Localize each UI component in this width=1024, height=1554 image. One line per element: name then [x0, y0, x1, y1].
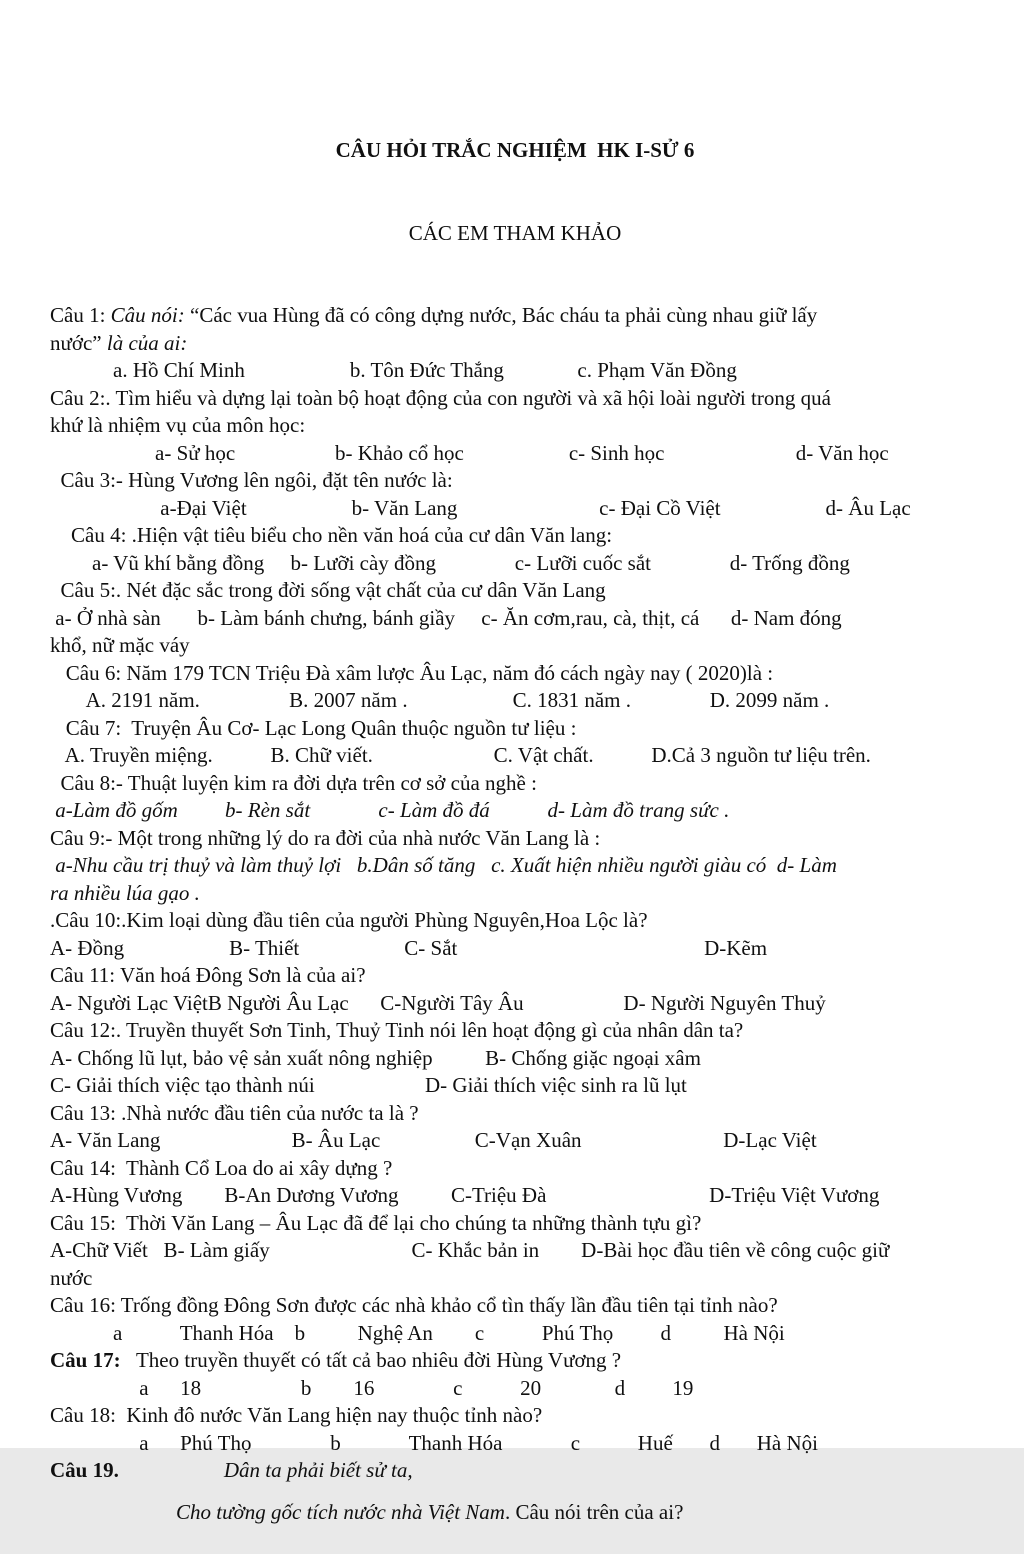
q9-options-1-segment: a-Nhu cầu trị thuỷ và làm thuỷ lợi b.Dân số tăng c. Xuất hiện nhiều người giàu có d- Làm	[50, 853, 837, 877]
q9-text	[50, 825, 980, 853]
document-body	[50, 302, 980, 1526]
q9-text-segment: Câu 9:- Một trong những lý do ra đời của nhà nước Văn Lang là :	[50, 825, 601, 850]
q2-options-segment: a- Sử học b- Khảo cổ học c- Sinh học d- Văn học	[50, 440, 889, 465]
q2-text-2	[50, 412, 980, 440]
q1-text-1	[50, 302, 980, 330]
q11-text-segment: Câu 11: Văn hoá Đông Sơn là của ai?	[50, 963, 366, 987]
q14-text-segment: Câu 14: Thành Cổ Loa do ai xây dựng ?	[50, 1155, 393, 1180]
q5-options-1	[50, 605, 980, 633]
q19-text-2-segment	[50, 1500, 176, 1524]
q9-options-2	[50, 880, 980, 908]
q1-options	[50, 357, 980, 385]
q7-options	[50, 742, 980, 770]
q14-options-segment: A-Hùng Vương B-An Dương Vương C-Triệu Đà D-Triệu Việt Vương	[50, 1183, 880, 1207]
q15-text-segment: Câu 15: Thời Văn Lang – Âu Lạc đã để lại cho chúng ta những thành tựu gì?	[50, 1210, 702, 1235]
q18-options	[50, 1430, 980, 1458]
q10-options	[50, 935, 980, 963]
q9-options-2-segment: ra nhiều lúa gạo .	[50, 880, 200, 905]
q17-text	[50, 1347, 980, 1375]
q14-text	[50, 1155, 980, 1183]
q7-text	[50, 715, 980, 743]
q13-options-segment: A- Văn Lang B- Âu Lạc C-Vạn Xuân D-Lạc Việt	[50, 1128, 817, 1152]
q17-options	[50, 1375, 980, 1403]
q4-text	[50, 522, 980, 550]
q8-text-segment: Câu 8:- Thuật luyện kim ra đời dựa trên cơ sở của nghề :	[50, 770, 537, 795]
q7-text-segment: Câu 7: Truyện Âu Cơ- Lạc Long Quân thuộc nguồn tư liệu :	[50, 715, 577, 740]
q12-options-1-segment: A- Chống lũ lụt, bảo vệ sản xuất nông nghiệp B- Chống giặc ngoại xâm	[50, 1045, 701, 1070]
q5-text	[50, 577, 980, 605]
q15-options-1-segment: A-Chữ Viết B- Làm giấy C- Khắc bản in D-Bài học đầu tiên về công cuộc giữ	[50, 1238, 890, 1262]
q19-text-segment: Câu 19.	[50, 1458, 119, 1482]
q2-options	[50, 440, 980, 468]
q12-options-2	[50, 1072, 980, 1100]
q16-options	[50, 1320, 980, 1348]
q19-text-segment: Dân ta phải biết sử ta,	[223, 1458, 413, 1482]
q18-text-segment: Câu 18: Kinh đô nước Văn Lang hiện nay thuộc tỉnh nào?	[50, 1403, 543, 1427]
q5-options-2	[50, 632, 980, 660]
page-subtitle: CÁC EM THAM KHẢO	[408, 220, 622, 245]
q1-text-1-segment: Câu 1:	[50, 303, 111, 327]
q19-text-segment	[119, 1458, 224, 1482]
q4-options-segment: a- Vũ khí bằng đồng b- Lưỡi cày đồng c- Lưỡi cuốc sắt d- Trống đồng	[50, 550, 850, 575]
q16-options-segment: a Thanh Hóa b Nghệ An c Phú Thọ d Hà Nội	[50, 1320, 785, 1345]
q8-text	[50, 770, 980, 798]
q19-text-2	[50, 1499, 980, 1527]
q6-options	[50, 687, 980, 715]
q3-options	[50, 495, 980, 523]
q9-options-1	[50, 852, 980, 880]
q1-text-2	[50, 330, 980, 358]
q4-text-segment: Câu 4: .Hiện vật tiêu biểu cho nền văn hoá của cư dân Văn lang:	[50, 523, 613, 547]
q18-text	[50, 1402, 980, 1430]
q18-options-segment: a Phú Thọ b Thanh Hóa c Huế d Hà Nội	[50, 1430, 818, 1455]
q12-options-1	[50, 1045, 980, 1073]
q13-options	[50, 1127, 980, 1155]
q2-text-2-segment: khứ là nhiệm vụ của môn học:	[50, 413, 306, 437]
q15-text	[50, 1210, 980, 1238]
q2-text-1-segment: Câu 2:. Tìm hiểu và dựng lại toàn bộ hoạt động của con người và xã hội loài người trong quá	[50, 385, 831, 410]
q1-text-1-segment: Câu nói:	[110, 303, 185, 327]
q6-options-segment: A. 2191 năm. B. 2007 năm . C. 1831 năm . D. 2099 năm .	[50, 688, 830, 712]
q13-text-segment: Câu 13: .Nhà nước đầu tiên của nước ta là ?	[50, 1100, 419, 1125]
q11-options	[50, 990, 980, 1018]
q10-options-segment: A- Đồng B- Thiết C- Sắt D-Kẽm	[50, 935, 768, 960]
q11-text	[50, 962, 980, 990]
q1-text-2-segment: nước”	[50, 330, 107, 355]
q13-text	[50, 1100, 980, 1128]
q2-text-1	[50, 385, 980, 413]
spacer	[50, 1485, 980, 1499]
q14-options	[50, 1182, 980, 1210]
q15-options-2-segment: nước	[50, 1265, 93, 1290]
q6-text-segment: Câu 6: Năm 179 TCN Triệu Đà xâm lược Âu Lạc, năm đó cách ngày nay ( 2020)là :	[50, 660, 774, 685]
q11-options-segment: A- Người Lạc ViệtB Người Âu Lạc C-Người Tây Âu D- Người Nguyên Thuỷ	[50, 990, 826, 1015]
q5-text-segment: Câu 5:. Nét đặc sắc trong đời sống vật chất của cư dân Văn Lang	[50, 578, 606, 602]
page-title: CÂU HỎI TRẮC NGHIỆM HK I-SỬ 6	[335, 138, 695, 162]
q5-options-2-segment: khổ, nữ mặc váy	[50, 633, 190, 657]
q8-options-segment: a-Làm đồ gốm b- Rèn sắt c- Làm đồ đá d- Làm đồ trang sức .	[50, 798, 730, 822]
q17-text-segment: Câu 17:	[50, 1348, 121, 1372]
q5-options-1-segment: a- Ở nhà sàn b- Làm bánh chưng, bánh giầy c- Ăn cơm,rau, cà, thịt, cá d- Nam đóng	[50, 605, 842, 630]
q12-options-2-segment: C- Giải thích việc tạo thành núi D- Giải thích việc sinh ra lũ lụt	[50, 1073, 687, 1097]
q12-text-segment: Câu 12:. Truyền thuyết Sơn Tinh, Thuỷ Tinh nói lên hoạt động gì của nhân dân ta?	[50, 1018, 744, 1042]
q1-text-1-segment: “Các vua Hùng đã có công dựng nước, Bác cháu ta phải cùng nhau giữ lấy	[184, 303, 818, 327]
q19-text	[50, 1457, 980, 1485]
q1-options-segment: a. Hồ Chí Minh b. Tôn Đức Thắng c. Phạm Văn Đồng	[50, 358, 737, 382]
q10-text-segment: .Câu 10:.Kim loại dùng đầu tiên của người Phùng Nguyên,Hoa Lộc là?	[50, 908, 648, 932]
q16-text-segment: Câu 16: Trống đồng Đông Sơn được các nhà khảo cổ tìn thấy lần đầu tiên tại tỉnh nào?	[50, 1293, 778, 1317]
q4-options	[50, 550, 980, 578]
q15-options-1	[50, 1237, 980, 1265]
q17-text-segment: Theo truyền thuyết có tất cả bao nhiêu đời Hùng Vương ?	[120, 1348, 622, 1372]
q6-text	[50, 660, 980, 688]
q15-options-2	[50, 1265, 980, 1293]
q19-text-2-segment: Cho tường gốc tích nước nhà Việt Nam	[176, 1499, 505, 1524]
q16-text	[50, 1292, 980, 1320]
q17-options-segment: a 18 b 16 c 20 d 19	[50, 1375, 694, 1400]
q3-text	[50, 467, 980, 495]
q3-options-segment: a-Đại Việt b- Văn Lang c- Đại Cồ Việt d- Âu Lạc	[50, 495, 911, 520]
q19-text-2-segment: . Câu nói trên của ai?	[504, 1499, 684, 1524]
q10-text	[50, 907, 980, 935]
q1-text-2-segment: là của ai:	[106, 330, 188, 355]
q8-options	[50, 797, 980, 825]
q7-options-segment: A. Truyền miệng. B. Chữ viết. C. Vật chất. D.Cả 3 nguồn tư liệu trên.	[50, 743, 871, 767]
q12-text	[50, 1017, 980, 1045]
q3-text-segment: Câu 3:- Hùng Vương lên ngôi, đặt tên nước là:	[50, 468, 453, 492]
